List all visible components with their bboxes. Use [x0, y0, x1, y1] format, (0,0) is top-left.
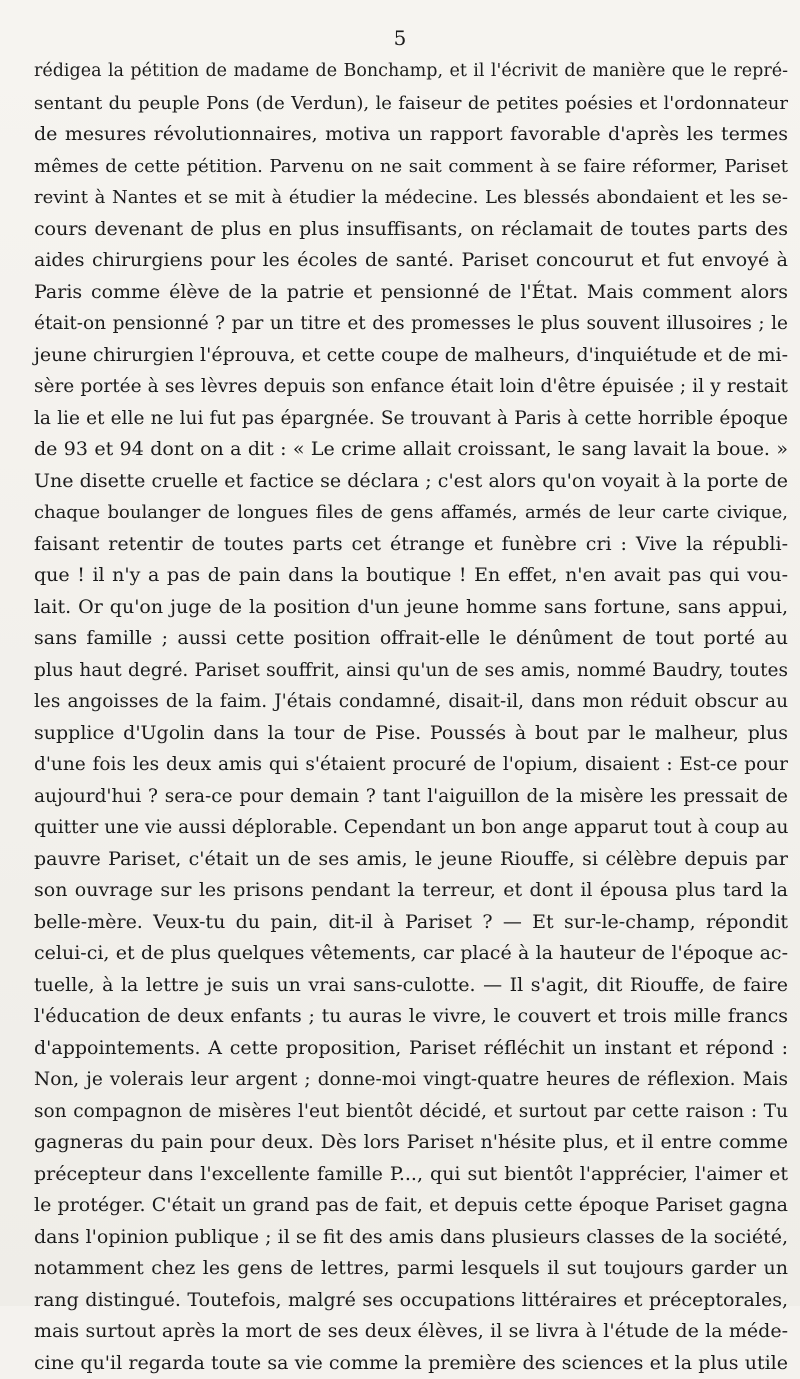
text-line: belle-mère. Veux-tu du pain, dit-il à Pariset ? — Et sur-le-champ, répondit	[34, 907, 788, 939]
text-line: cours devenant de plus en plus insuffisants, on réclamait de toutes parts des	[34, 214, 788, 246]
text-line: l'éducation de deux enfants ; tu auras le vivre, le couvert et trois mille francs	[34, 1001, 788, 1033]
text-line: d'une fois les deux amis qui s'étaient procuré de l'opium, disaient : Est-ce pour	[34, 749, 788, 781]
text-line: gagneras du pain pour deux. Dès lors Pariset n'hésite plus, et il entre comme	[34, 1127, 788, 1159]
text-line: de mesures révolutionnaires, motiva un rapport favorable d'après les termes	[34, 119, 788, 151]
text-line: sentant du peuple Pons (de Verdun), le faiseur de petites poésies et l'ordonnateur	[34, 88, 788, 120]
text-line: aides chirurgiens pour les écoles de santé. Pariset concourut et fut envoyé à	[34, 245, 788, 277]
text-line: d'appointements. A cette proposition, Pariset réfléchit un instant et répond :	[34, 1033, 788, 1065]
text-line: pauvre Pariset, c'était un de ses amis, le jeune Riouffe, si célèbre depuis par	[34, 844, 788, 876]
text-line: chaque boulanger de longues files de gens affamés, armés de leur carte civique,	[34, 497, 788, 529]
text-line: aujourd'hui ? sera-ce pour demain ? tant l'aiguillon de la misère les pressait de	[34, 781, 788, 813]
text-line: précepteur dans l'excellente famille P..., qui sut bientôt l'apprécier, l'aimer et	[34, 1159, 788, 1191]
text-line: la lie et elle ne lui fut pas épargnée. Se trouvant à Paris à cette horrible époque	[34, 403, 788, 435]
text-line: jeune chirurgien l'éprouva, et cette coupe de malheurs, d'inquiétude et de mi-	[34, 340, 788, 372]
text-line: de 93 et 94 dont on a dit : « Le crime allait croissant, le sang lavait la boue. »	[34, 434, 788, 466]
text-line: plus haut degré. Pariset souffrit, ainsi qu'un de ses amis, nommé Baudry, toutes	[34, 655, 788, 687]
text-line: dans l'opinion publique ; il se fit des amis dans plusieurs classes de la société,	[34, 1222, 788, 1254]
text-line: sans famille ; aussi cette position offrait-elle le dénûment de tout porté au	[34, 623, 788, 655]
text-line: notamment chez les gens de lettres, parmi lesquels il sut toujours garder un	[34, 1253, 788, 1285]
text-line: faisant retentir de toutes parts cet étrange et funèbre cri : Vive la républi-	[34, 529, 788, 561]
text-line: rédigea la pétition de madame de Bonchamp, et il l'écrivit de manière que le repré-	[34, 56, 788, 88]
body-text	[34, 56, 788, 1379]
text-line: revint à Nantes et se mit à étudier la médecine. Les blessés abondaient et les se-	[34, 182, 788, 214]
text-line: que ! il n'y a pas de pain dans la boutique ! En effet, n'en avait pas qui vou-	[34, 560, 788, 592]
text-line: les angoisses de la faim. J'étais condamné, disait-il, dans mon réduit obscur au	[34, 686, 788, 718]
text-line: mais surtout après la mort de ses deux élèves, il se livra à l'étude de la méde-	[34, 1316, 788, 1348]
text-line: quitter une vie aussi déplorable. Cependant un bon ange apparut tout à coup au	[34, 812, 788, 844]
text-line: supplice d'Ugolin dans la tour de Pise. Poussés à bout par le malheur, plus	[34, 718, 788, 750]
text-line: Une disette cruelle et factice se déclara ; c'est alors qu'on voyait à la porte de	[34, 466, 788, 498]
text-line: mêmes de cette pétition. Parvenu on ne sait comment à se faire réformer, Pariset	[34, 151, 788, 183]
text-line: rang distingué. Toutefois, malgré ses occupations littéraires et préceptorales,	[34, 1285, 788, 1317]
text-line: lait. Or qu'on juge de la position d'un jeune homme sans fortune, sans appui,	[34, 592, 788, 624]
text-line: celui-ci, et de plus quelques vêtements, car placé à la hauteur de l'époque ac-	[34, 938, 788, 970]
text-line: cine qu'il regarda toute sa vie comme la première des sciences et la plus utile	[34, 1348, 788, 1379]
text-line: Non, je volerais leur argent ; donne-moi vingt-quatre heures de réflexion. Mais	[34, 1064, 788, 1096]
text-line: son compagnon de misères l'eut bientôt décidé, et surtout par cette raison : Tu	[34, 1096, 788, 1128]
text-line: était-on pensionné ? par un titre et des promesses le plus souvent illusoires ; le	[34, 308, 788, 340]
text-line: son ouvrage sur les prisons pendant la terreur, et dont il épousa plus tard la	[34, 875, 788, 907]
text-line: le protéger. C'était un grand pas de fait, et depuis cette époque Pariset gagna	[34, 1190, 788, 1222]
text-line: tuelle, à la lettre je suis un vrai sans-culotte. — Il s'agit, dit Riouffe, de faire	[34, 970, 788, 1002]
text-line: Paris comme élève de la patrie et pensionné de l'État. Mais comment alors	[34, 277, 788, 309]
page-number: 5	[12, 26, 788, 56]
text-line: sère portée à ses lèvres depuis son enfance était loin d'être épuisée ; il y restait	[34, 371, 788, 403]
